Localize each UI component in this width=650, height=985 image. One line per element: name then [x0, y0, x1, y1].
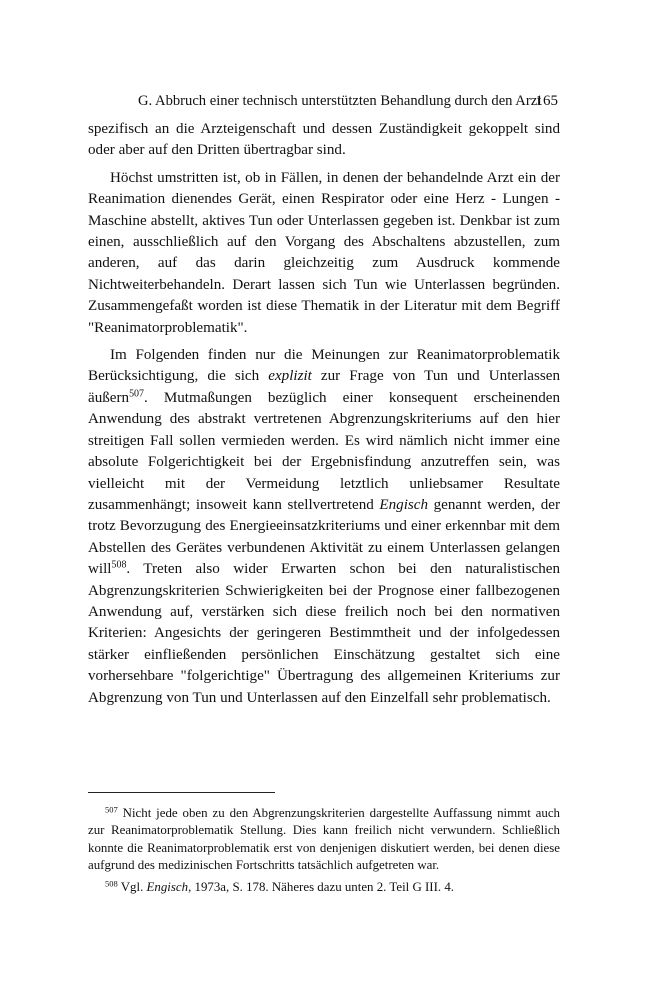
footnote-ref-507[interactable]: 507	[129, 388, 145, 400]
text-run: zur Frage von Tun und Unterlassen äußern	[88, 368, 561, 406]
main-text	[88, 119, 560, 709]
running-header-title: G. Abbruch einer technisch unterstützten Behandlung durch den Arzt	[138, 93, 542, 109]
text-run: . Mutmaßungen bezüglich einer konsequent erscheinenden Anwendung des abstrakt vertretenen Abgrenzungskriteriums auf den hier streitigen Fall sollen vermieden werden. Es wird nämlich nicht immer eine absolute Folgerichtigkeit bei der Ergebnisfindung anzutreffen sein, was vielleicht mit der Vermeidung letztlich unliebsamer Resultate zusammenhängt; insoweit kann stellvertretend	[88, 389, 560, 513]
paragraph-opinions	[88, 345, 560, 709]
footnote-text: Nicht jede oben zu den Abgrenzungskriterien dargestellte Auffassung nimmt auch zur Reanimatorproblematik Stellung. Dies kann freilich nicht verwundern. Schließlich konnte die Reanimatorproblematik erst von denjenigen diskutiert werden, bei denen diese aufgrund des medizinischen Fortschritts tatsächlich aufgetreten war.	[88, 806, 560, 873]
footnote-number: 508	[105, 877, 118, 888]
text-run: Im Folgenden finden nur die Meinungen zur Reanimatorproblematik Berücksichtigung, die sich	[88, 347, 560, 385]
footnote-507	[88, 805, 560, 875]
emphasis-explizit: explizit	[268, 368, 312, 385]
footnote-508	[88, 879, 560, 896]
emphasis-author-engisch: Engisch	[379, 496, 429, 513]
page-number: 165	[535, 93, 558, 109]
footnote-separator	[88, 792, 275, 793]
paragraph-continued: spezifisch an die Arzteigenschaft und dessen Zuständigkeit gekoppelt sind oder aber auf den Dritten übertragbar sind.	[88, 121, 560, 159]
footnotes	[88, 805, 560, 896]
paragraph-reanimator-dispute: Höchst umstritten ist, ob in Fällen, in denen der behandelnde Arzt ein der Reanimation dienendes Gerät, einen Respirator oder eine Herz - Lungen - Maschine abstellt, aktives Tun oder Unterlassen gegeben ist. Denkbar ist zum einen, ausschließlich auf den Vorgang des Abschaltens abzustellen, zum anderen, auf das darin gleichzeitig zum Ausdruck kommende Nichtweiterbehandeln. Derart lassen sich Tun wie Unterlassen begründen. Zusammengefaßt worden ist diese Thematik in der Literatur mit dem Begriff "Reanimatorproblematik".	[88, 169, 560, 336]
footnote-text: Vgl.	[117, 879, 147, 894]
emphasis-author-engisch: Engisch	[146, 879, 189, 894]
footnote-number: 507	[105, 804, 118, 815]
text-run: genannt werden, der trotz Bevorzugung des Energieeinsatzkriteriums und einer erkennbar mit dem Abstellen des Gerätes verbundenen Aktivität zu einem Unterlassen gelangen will	[88, 496, 560, 578]
footnote-ref-508[interactable]: 508	[111, 559, 127, 571]
text-run: . Treten also wider Erwarten schon bei den naturalistischen Abgrenzungskriterien Schwierigkeiten bei der Prognose einer fallbezogenen Anwendung auf, verstärken sich diese freilich noch bei den normativen Kriterien: Angesichts der geringeren Bestimmtheit und der infolgedessen stärker einfließenden persönlichen Einschätzung gestaltet sich eine vorhersehbare "folgerichtige" Übertragung des allgemeinen Kriteriums zur Abgrenzung von Tun und Unterlassen auf den Einzelfall sehr problematisch.	[88, 561, 560, 706]
footnote-text: , 1973a, S. 178. Näheres dazu unten 2. Teil G III. 4.	[188, 879, 454, 894]
running-header	[88, 91, 558, 111]
